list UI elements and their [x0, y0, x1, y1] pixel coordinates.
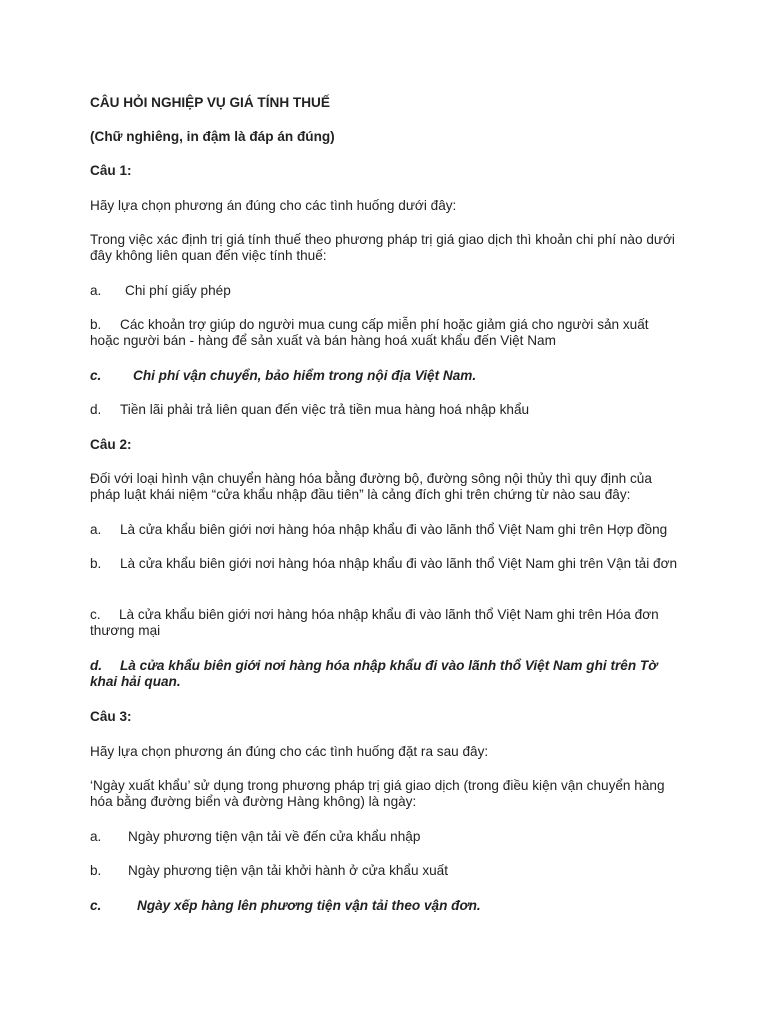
option-label: c.	[90, 607, 101, 622]
answer-note: (Chữ nghiêng, in đậm là đáp án đúng)	[90, 129, 335, 144]
question-1-heading: Câu 1:	[90, 163, 132, 178]
question-2-heading: Câu 2:	[90, 437, 132, 452]
option-label: d.	[90, 658, 103, 673]
option-label: b.	[90, 317, 102, 332]
question-2-option-d-correct	[90, 658, 680, 690]
question-3-option-b	[90, 863, 690, 879]
option-text: Là cửa khẩu biên giới nơi hàng hóa nhập khẩu đi vào lãnh thổ Việt Nam ghi trên Hóa đơn thương mại	[90, 607, 659, 638]
question-1-stem: Trong việc xác định trị giá tính thuế theo phương pháp trị giá giao dịch thì khoản chi phí nào dưới đây không liên quan đến việc tính thuế:	[90, 232, 675, 263]
option-text: Là cửa khẩu biên giới nơi hàng hóa nhập khẩu đi vào lãnh thổ Việt Nam ghi trên Tờ khai hải quan.	[90, 658, 658, 689]
option-label: b.	[90, 863, 102, 878]
option-text: Chi phí giấy phép	[125, 283, 231, 298]
option-label: a.	[90, 283, 102, 298]
question-3-heading: Câu 3:	[90, 709, 132, 724]
question-2-option-b	[90, 556, 680, 572]
question-1-option-d	[90, 402, 690, 418]
option-text: Ngày phương tiện vận tải về đến cửa khẩu nhập	[128, 829, 421, 844]
question-1-option-a	[90, 283, 690, 299]
question-3-intro: Hãy lựa chọn phương án đúng cho các tình huống đặt ra sau đây:	[90, 744, 489, 759]
question-1-option-b	[90, 317, 665, 349]
question-2-option-a	[90, 522, 695, 538]
option-label: c.	[90, 368, 102, 383]
question-2-option-c	[90, 607, 680, 639]
question-3-option-a	[90, 829, 690, 845]
option-label: c.	[90, 898, 102, 913]
question-2-stem: Đối với loại hình vận chuyển hàng hóa bằng đường bộ, đường sông nội thủy thì quy định của pháp luật khái niệm “cửa khẩu nhập đầu tiên” là cảng đích ghi trên chứng từ nào sau đây:	[90, 471, 652, 502]
option-text: Là cửa khẩu biên giới nơi hàng hóa nhập khẩu đi vào lãnh thổ Việt Nam ghi trên Vận tải đơn	[120, 556, 678, 571]
question-1-option-c-correct	[90, 368, 690, 384]
option-text: Ngày xếp hàng lên phương tiện vận tải theo vận đơn.	[137, 898, 481, 913]
document-title: CÂU HỎI NGHIỆP VỤ GIÁ TÍNH THUẾ	[90, 95, 330, 110]
option-text: Là cửa khẩu biên giới nơi hàng hóa nhập khẩu đi vào lãnh thổ Việt Nam ghi trên Hợp đồng	[120, 522, 668, 537]
option-label: b.	[90, 556, 102, 571]
question-3-stem: ‘Ngày xuất khẩu’ sử dụng trong phương pháp trị giá giao dịch (trong điều kiện vận chuyển hàng hóa bằng đường biển và đường Hàng không) là ngày:	[90, 778, 665, 809]
option-text: Tiền lãi phải trả liên quan đến việc trả tiền mua hàng hoá nhập khẩu	[120, 402, 530, 417]
option-text: Chi phí vận chuyển, bảo hiểm trong nội địa Việt Nam.	[133, 368, 477, 383]
question-1-intro: Hãy lựa chọn phương án đúng cho các tình huống dưới đây:	[90, 198, 457, 213]
option-text: Các khoản trợ giúp do người mua cung cấp miễn phí hoặc giảm giá cho người sản xuất hoặc người bán - hàng để sản xuất và bán hàng hoá xuất khẩu đến Việt Nam	[90, 317, 649, 348]
option-label: a.	[90, 522, 102, 537]
option-label: a.	[90, 829, 102, 844]
option-label: d.	[90, 402, 102, 417]
option-text: Ngày phương tiện vận tải khởi hành ở cửa khẩu xuất	[128, 863, 449, 878]
question-3-option-c-correct	[90, 898, 690, 914]
